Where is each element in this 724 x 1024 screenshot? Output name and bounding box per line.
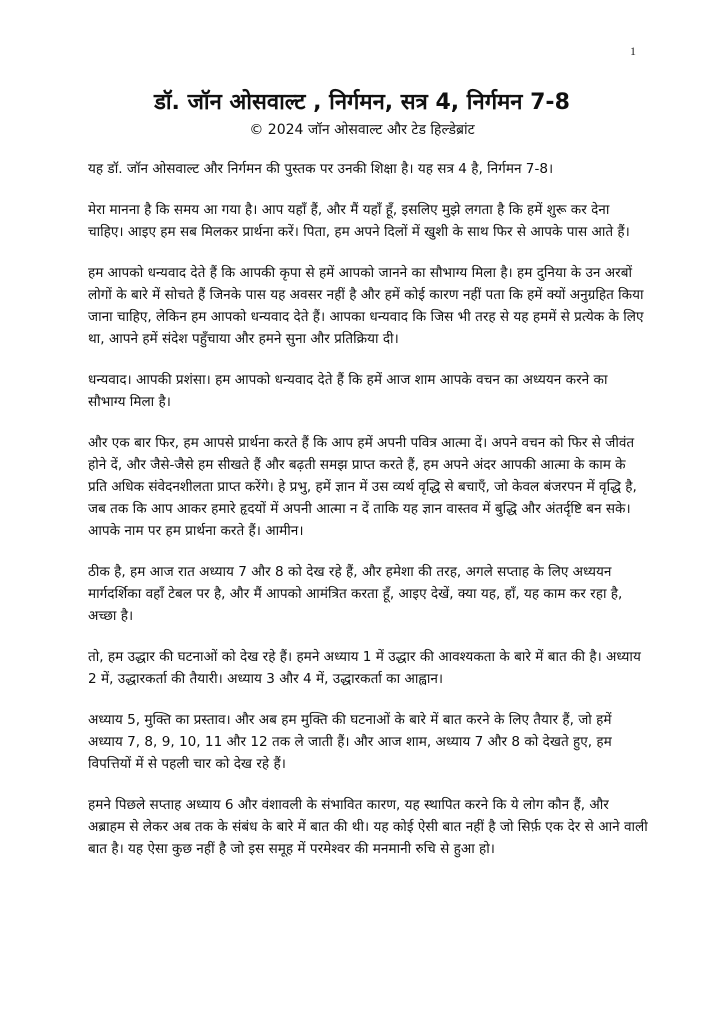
paragraph: धन्यवाद। आपकी प्रशंसा। हम आपको धन्यवाद देते हैं कि हमें आज शाम आपके वचन का अध्ययन करने का सौभाग्य मिला है। <box>88 372 608 410</box>
document-title: डॉ. जॉन ओसवाल्ट , निर्गमन, सत्र 4, निर्गमन 7-8 <box>154 90 570 115</box>
copyright-line: © 2024 जॉन ओसवाल्ट और टेड हिल्डेब्रांट <box>249 122 475 138</box>
paragraph: और एक बार फिर, हम आपसे प्रार्थना करते हैं कि आप हमें अपनी पवित्र आत्मा दें। अपने वचन को फिर से जीवंत होने दें, और जैसे-जैसे हम सीखते हैं और बढ़ती समझ प्राप्त करते हैं, हम अपने अंदर आपकी आत्मा के काम के प्रति अधिक संवेदनशीलता प्राप्त करेंगे। हे प्रभु, हमें ज्ञान में उस व्यर्थ वृद्धि से बचाएँ, जो केवल बंजरपन में वृद्धि है, जब तक कि आप आकर हमारे हृदयों में अपनी आत्मा न दें ताकि यह ज्ञान वास्तव में बुद्धि और अंतर्दृष्टि बन सके। आपके नाम पर हम प्रार्थना करते हैं। आमीन। <box>88 435 637 539</box>
paragraph: यह डॉ. जॉन ओसवाल्ट और निर्गमन की पुस्तक पर उनकी शिक्षा है। यह सत्र 4 है, निर्गमन 7-8। <box>88 161 554 177</box>
paragraph: ठीक है, हम आज रात अध्याय 7 और 8 को देख रहे हैं, और हमेशा की तरह, अगले सप्ताह के लिए अध्ययन मार्गदर्शिका वहाँ टेबल पर है, और मैं आपको आमंत्रित करता हूँ, आइए देखें, क्या यह, हाँ, यह काम कर रहा है, अच्छा है। <box>88 564 623 624</box>
paragraph: मेरा मानना है कि समय आ गया है। आप यहाँ हैं, और मैं यहाँ हूँ, इसलिए मुझे लगता है कि हमें शुरू कर देना चाहिए। आइए हम सब मिलकर प्रार्थना करें। पिता, हम अपने दिलों में खुशी के साथ फिर से आपके पास आते हैं। <box>88 202 630 240</box>
paragraph: तो, हम उद्धार की घटनाओं को देख रहे हैं। हमने अध्याय 1 में उद्धार की आवश्यकता के बारे में बात की है। अध्याय 2 में, उद्धारकर्ता की तैयारी। अध्याय 3 और 4 में, उद्धारकर्ता का आह्वान। <box>88 649 641 687</box>
document-body <box>88 158 648 879</box>
paragraph: हमने पिछले सप्ताह अध्याय 6 और वंशावली के संभावित कारण, यह स्थापित करने कि ये लोग कौन हैं, और अब्राहम से लेकर अब तक के संबंध के बारे में बात की थी। यह कोई ऐसी बात नहीं है जो सिर्फ़ एक देर से आने वाली बात है। यह ऐसा कुछ नहीं है जो इस समूह में परमेश्वर की मनमानी रुचि से हुआ हो। <box>88 797 648 857</box>
page-number: 1 <box>630 44 636 58</box>
paragraph: अध्याय 5, मुक्ति का प्रस्ताव। और अब हम मुक्ति की घटनाओं के बारे में बात करने के लिए तैयार हैं, जो हमें अध्याय 7, 8, 9, 10, 11 और 12 तक ले जाती हैं। और आज शाम, अध्याय 7 और 8 को देखते हुए, हम विपत्तियों में से पहली चार को देख रहे हैं। <box>88 712 612 772</box>
paragraph: हम आपको धन्यवाद देते हैं कि आपकी कृपा से हमें आपको जानने का सौभाग्य मिला है। हम दुनिया के उन अरबों लोगों के बारे में सोचते हैं जिनके पास यह अवसर नहीं है और हमें कोई कारण नहीं पता कि हमें क्यों अनुग्रहित किया जाना चाहिए, लेकिन हम आपको धन्यवाद देते हैं। आपका धन्यवाद कि जिस भी तरह से यह हममें से प्रत्येक के लिए था, आपने हमें संदेश पहुँचाया और हमने सुना और प्रतिक्रिया दी। <box>88 265 644 347</box>
